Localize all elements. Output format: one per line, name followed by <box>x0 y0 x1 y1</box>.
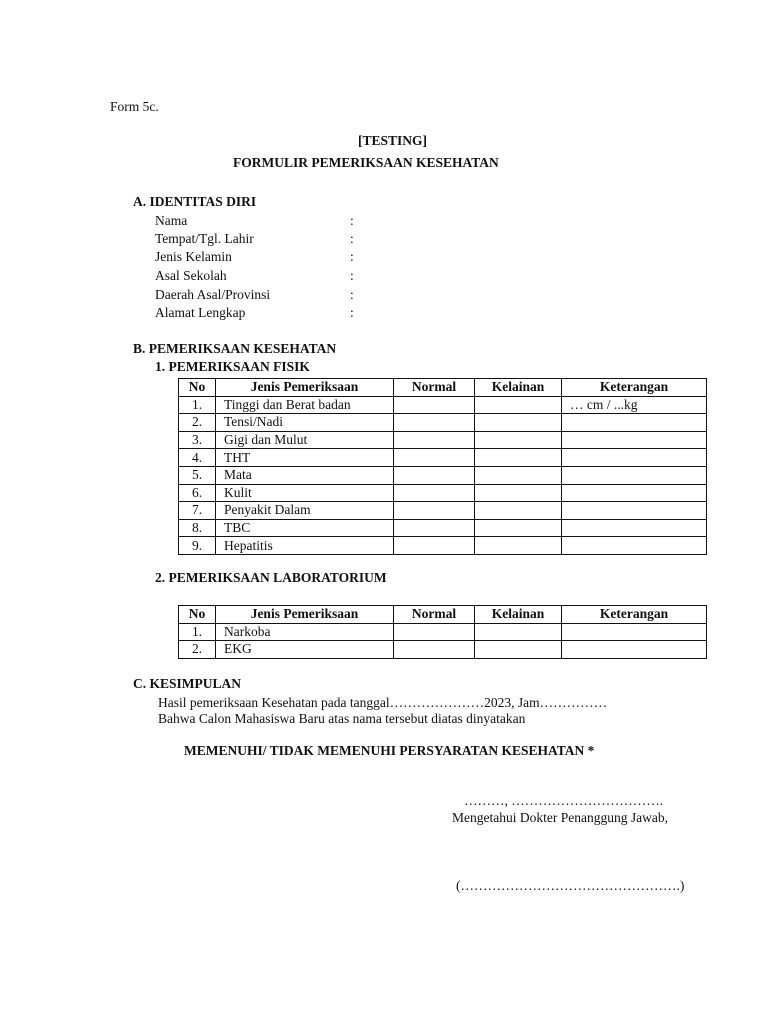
keterangan-cell[interactable]: … cm / ...kg <box>562 396 707 414</box>
exam-type: Narkoba <box>216 623 394 641</box>
signature-caption: Mengetahui Dokter Penanggung Jawab, <box>452 810 668 825</box>
keterangan-cell[interactable] <box>562 466 707 484</box>
kelainan-cell[interactable] <box>475 623 562 641</box>
keterangan-cell[interactable] <box>562 623 707 641</box>
field-label-asal-sekolah: Asal Sekolah <box>155 268 227 283</box>
col-header-jenis: Jenis Pemeriksaan <box>216 379 394 397</box>
col-header-jenis: Jenis Pemeriksaan <box>216 606 394 624</box>
kelainan-cell[interactable] <box>475 396 562 414</box>
field-colon: : <box>350 231 354 246</box>
exam-type: Tinggi dan Berat badan <box>216 396 394 414</box>
normal-cell[interactable] <box>394 396 475 414</box>
normal-cell[interactable] <box>394 466 475 484</box>
kelainan-cell[interactable] <box>475 519 562 537</box>
kelainan-cell[interactable] <box>475 431 562 449</box>
exam-type: Penyakit Dalam <box>216 502 394 520</box>
field-label-alamat-lengkap: Alamat Lengkap <box>155 305 246 320</box>
section-b-heading: B. PEMERIKSAAN KESEHATAN <box>133 341 337 356</box>
exam-type: Gigi dan Mulut <box>216 431 394 449</box>
field-label-jenis-kelamin: Jenis Kelamin <box>155 249 232 264</box>
col-header-normal: Normal <box>394 606 475 624</box>
normal-cell[interactable] <box>394 484 475 502</box>
kelainan-cell[interactable] <box>475 537 562 555</box>
normal-cell[interactable] <box>394 449 475 467</box>
table-row <box>179 537 707 555</box>
conclusion-line-1: Hasil pemeriksaan Kesehatan pada tanggal…………………2023, Jam…………… <box>158 695 608 710</box>
table-row <box>179 466 707 484</box>
table-header-row <box>179 606 707 624</box>
keterangan-cell[interactable] <box>562 641 707 659</box>
row-number: 1. <box>179 623 216 641</box>
field-colon: : <box>350 249 354 264</box>
field-colon: : <box>350 213 354 228</box>
kelainan-cell[interactable] <box>475 484 562 502</box>
form-title: FORMULIR PEMERIKSAAN KESEHATAN <box>233 155 499 170</box>
row-number: 2. <box>179 641 216 659</box>
keterangan-cell[interactable] <box>562 537 707 555</box>
keterangan-cell[interactable] <box>562 502 707 520</box>
normal-cell[interactable] <box>394 537 475 555</box>
col-header-no: No <box>179 606 216 624</box>
row-number: 3. <box>179 431 216 449</box>
row-number: 2. <box>179 414 216 432</box>
normal-cell[interactable] <box>394 623 475 641</box>
normal-cell[interactable] <box>394 414 475 432</box>
table-row <box>179 449 707 467</box>
table-row <box>179 431 707 449</box>
section-c-heading: C. KESIMPULAN <box>133 676 242 691</box>
form-number: Form 5c. <box>110 99 159 114</box>
row-number: 9. <box>179 537 216 555</box>
table-header-row <box>179 379 707 397</box>
table-row <box>179 502 707 520</box>
keterangan-cell[interactable] <box>562 484 707 502</box>
section-a-heading: A. IDENTITAS DIRI <box>133 194 257 209</box>
field-colon: : <box>350 287 354 302</box>
kelainan-cell[interactable] <box>475 414 562 432</box>
col-header-kelainan: Kelainan <box>475 606 562 624</box>
col-header-normal: Normal <box>394 379 475 397</box>
row-number: 6. <box>179 484 216 502</box>
conclusion-line-2: Bahwa Calon Mahasiswa Baru atas nama tersebut diatas dinyatakan <box>158 711 526 726</box>
exam-type: Kulit <box>216 484 394 502</box>
field-colon: : <box>350 305 354 320</box>
col-header-keterangan: Keterangan <box>562 379 707 397</box>
field-colon: : <box>350 268 354 283</box>
row-number: 5. <box>179 466 216 484</box>
kelainan-cell[interactable] <box>475 466 562 484</box>
testing-label: [TESTING] <box>358 133 428 148</box>
normal-cell[interactable] <box>394 519 475 537</box>
exam-type: Mata <box>216 466 394 484</box>
field-label-tempat-tgl-lahir: Tempat/Tgl. Lahir <box>155 231 254 246</box>
lab-exam-table <box>178 605 707 659</box>
physical-exam-heading: 1. PEMERIKSAAN FISIK <box>155 359 310 374</box>
table-row <box>179 519 707 537</box>
kelainan-cell[interactable] <box>475 449 562 467</box>
signature-name-line: (………………………………………….) <box>456 878 685 893</box>
keterangan-cell[interactable] <box>562 449 707 467</box>
normal-cell[interactable] <box>394 502 475 520</box>
kelainan-cell[interactable] <box>475 502 562 520</box>
table-row <box>179 641 707 659</box>
health-requirement-statement: MEMENUHI/ TIDAK MEMENUHI PERSYARATAN KESEHATAN * <box>184 743 595 758</box>
keterangan-cell[interactable] <box>562 431 707 449</box>
row-number: 8. <box>179 519 216 537</box>
table-row <box>179 623 707 641</box>
keterangan-cell[interactable] <box>562 414 707 432</box>
exam-type: THT <box>216 449 394 467</box>
field-label-daerah-asal: Daerah Asal/Provinsi <box>155 287 271 302</box>
row-number: 1. <box>179 396 216 414</box>
table-row <box>179 396 707 414</box>
table-row <box>179 484 707 502</box>
keterangan-cell[interactable] <box>562 519 707 537</box>
row-number: 4. <box>179 449 216 467</box>
table-row <box>179 414 707 432</box>
exam-type: Tensi/Nadi <box>216 414 394 432</box>
col-header-no: No <box>179 379 216 397</box>
normal-cell[interactable] <box>394 431 475 449</box>
signature-place-date: ………, ……………………………. <box>464 793 664 808</box>
normal-cell[interactable] <box>394 641 475 659</box>
col-header-kelainan: Kelainan <box>475 379 562 397</box>
exam-type: Hepatitis <box>216 537 394 555</box>
physical-exam-table <box>178 378 707 555</box>
field-label-nama: Nama <box>155 213 188 228</box>
exam-type: TBC <box>216 519 394 537</box>
kelainan-cell[interactable] <box>475 641 562 659</box>
lab-exam-heading: 2. PEMERIKSAAN LABORATORIUM <box>155 570 387 585</box>
row-number: 7. <box>179 502 216 520</box>
col-header-keterangan: Keterangan <box>562 606 707 624</box>
exam-type: EKG <box>216 641 394 659</box>
